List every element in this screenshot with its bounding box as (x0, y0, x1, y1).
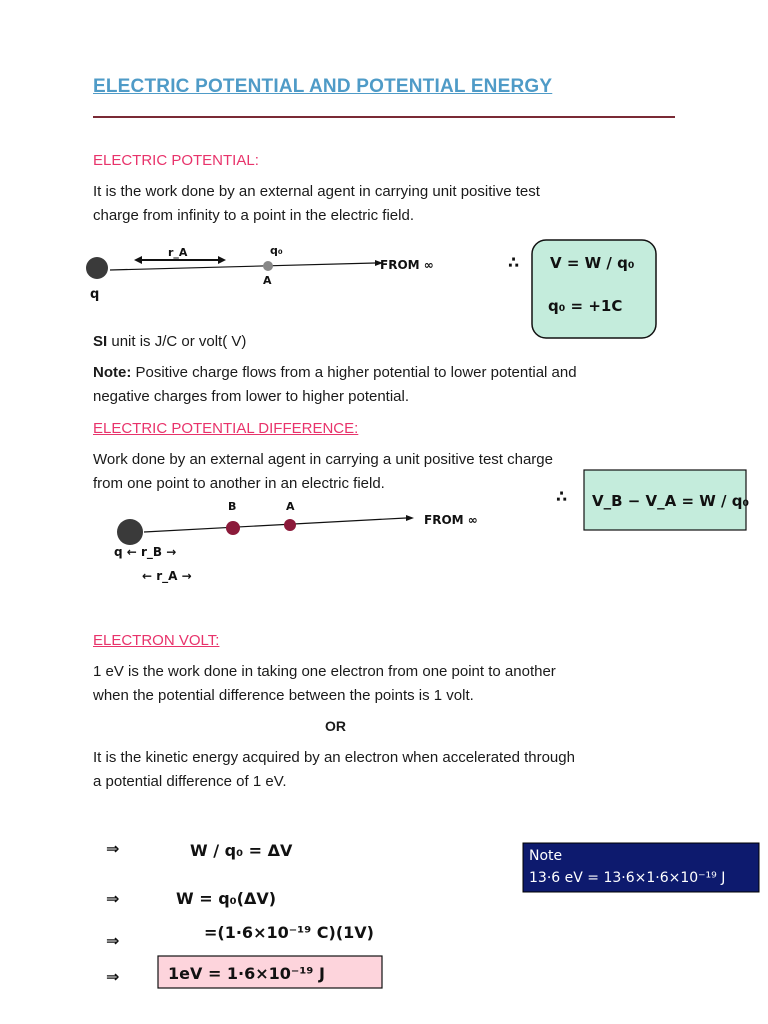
ev-alt-line1: It is the kinetic energy acquired by an electron when accelerated through (93, 749, 575, 766)
unit-charge-formula: q₀ = +1C (548, 297, 623, 315)
ev-definition (93, 660, 693, 708)
point-a-label-2: A (286, 500, 295, 513)
difference-definition-line1: Work done by an external agent in carrying a unit positive test charge (93, 451, 553, 468)
point-b-charge (226, 521, 240, 535)
test-charge (263, 261, 273, 271)
potential-definition-line2: charge from infinity to a point in the electric field. (93, 207, 414, 224)
section-heading-electric-potential: ELECTRIC POTENTIAL: (93, 152, 259, 169)
rb-distance-label: q ← r_B → (114, 545, 177, 559)
section-heading-electron-volt: ELECTRON VOLT: (93, 632, 220, 649)
therefore-symbol: ∴ (508, 253, 520, 272)
difference-definition-line2: from one point to another in an electric field. (93, 475, 385, 492)
ra-distance-label: ← r_A → (142, 569, 192, 583)
derivation-step-2: W = q₀(ΔV) (176, 889, 277, 908)
therefore-symbol-2: ∴ (556, 487, 568, 506)
note-box-label: Note (529, 848, 563, 864)
page-title: ELECTRIC POTENTIAL AND POTENTIAL ENERGY (93, 76, 553, 97)
field-arrowhead-2 (406, 515, 414, 521)
potential-definition-line1: It is the work done by an external agent in carrying unit positive test (93, 183, 540, 200)
potential-formula: V = W / q₀ (550, 254, 635, 272)
si-unit-line (93, 330, 693, 354)
difference-formula: V_B − V_A = W / q₀ (592, 492, 750, 510)
from-infinity-label: FROM ∞ (380, 258, 434, 272)
potential-definition (93, 180, 693, 228)
derivation-arrow-4: ⇒ (106, 967, 120, 986)
source-charge (86, 257, 108, 279)
field-line (110, 263, 375, 270)
field-line-2 (144, 518, 406, 532)
derivation-step-3: =(1·6×10⁻¹⁹ C)(1V) (204, 923, 374, 942)
note-paragraph (93, 361, 693, 409)
potential-difference-diagram (108, 468, 758, 593)
si-label: SI (93, 333, 108, 350)
distance-arrow-left (134, 256, 142, 264)
derivation-step-4: 1eV = 1·6×10⁻¹⁹ J (168, 964, 325, 983)
ev-alt-definition (93, 746, 693, 794)
note-label: Note: (93, 364, 132, 381)
ev-definition-line2: when the potential difference between the points is 1 volt. (93, 687, 474, 704)
or-separator: OR (325, 718, 346, 734)
derivation-arrow-1: ⇒ (106, 839, 120, 858)
source-charge-label: q (90, 287, 100, 302)
test-charge-label: q₀ (270, 244, 283, 257)
section-heading-potential-difference: ELECTRIC POTENTIAL DIFFERENCE: (93, 420, 359, 437)
ev-derivation (100, 826, 400, 996)
from-infinity-label-2: FROM ∞ (424, 513, 478, 527)
derivation-step-1: W / q₀ = ΔV (190, 841, 293, 860)
note-line2: negative charges from lower to higher potential. (93, 388, 410, 405)
si-text: unit is J/C or volt( V) (107, 333, 247, 350)
note-line1: Positive charge flows from a higher potential to lower potential and (131, 364, 577, 381)
distance-arrow-right (218, 256, 226, 264)
point-a-charge (284, 519, 296, 531)
point-b-label: B (228, 500, 237, 513)
derivation-arrow-3: ⇒ (106, 931, 120, 950)
note-box (522, 842, 760, 894)
derivation-arrow-2: ⇒ (106, 889, 120, 908)
source-charge-2 (117, 519, 143, 545)
ev-alt-line2: a potential difference of 1 eV. (93, 773, 287, 790)
distance-label: r_A (168, 246, 188, 259)
note-box-text: 13·6 eV = 13·6×1·6×10⁻¹⁹ J (529, 870, 726, 886)
point-a-label: A (263, 274, 272, 287)
ev-definition-line1: 1 eV is the work done in taking one electron from one point to another (93, 663, 556, 680)
title-divider (93, 116, 675, 118)
